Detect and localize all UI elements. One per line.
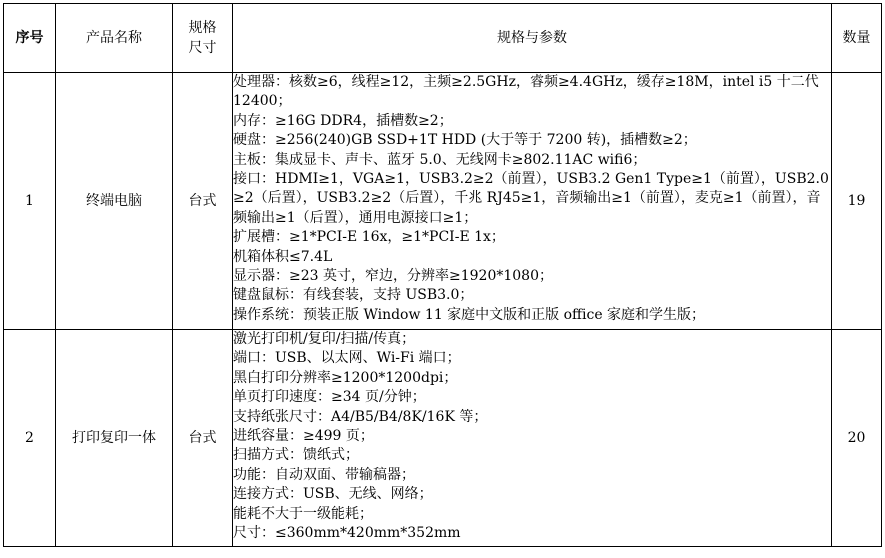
row-params: [233, 330, 832, 547]
row-index: 1: [4, 73, 56, 330]
row-qty: 20: [832, 330, 882, 547]
table-row: [4, 73, 882, 330]
row-product-name: 打印复印一体: [56, 330, 173, 547]
param-line: 功能：自动双面、带输稿器；: [233, 466, 415, 483]
param-line: 黑白打印分辨率≥1200*1200dpi；: [233, 369, 458, 386]
spec-table: [3, 3, 882, 547]
row-unit: 台式: [173, 330, 233, 547]
param-line: 机箱体积≤7.4L: [233, 248, 333, 265]
param-line: 扫描方式：馈纸式；: [233, 447, 359, 464]
param-line: 激光打印机/复印/扫描/传真；: [233, 331, 416, 347]
row-product-name: 终端电脑: [56, 73, 173, 330]
header-product-name: 产品名称: [56, 4, 173, 73]
header-params: 规格与参数: [233, 4, 832, 73]
param-line: 接口：HDMI≥1，VGA≥1，USB3.2≥2（前置），USB3.2 Gen1 Type≥1（前置），USB2.0≥2（后置），USB3.2≥2（后置），千兆 RJ45≥1，音频输出≥1（前置），麦克≥1（前置），音频输出≥1（后置），通用电源接口≥1；: [233, 171, 829, 226]
table-row: [4, 330, 882, 547]
header-unit: 规格尺寸: [173, 4, 233, 73]
param-line: 显示器：≥23 英寸，窄边，分辨率≥1920*1080；: [233, 268, 553, 285]
param-line: 尺寸：≤360mm*420mm*352mm: [233, 525, 461, 542]
param-line: 主板：集成显卡、声卡、蓝牙 5.0、无线网卡≥802.11AC wifi6；: [233, 151, 647, 168]
param-line: 支持纸张尺寸：A4/B5/B4/8K/16K 等；: [233, 408, 488, 425]
param-line: 内存：≥16G DDR4，插槽数≥2；: [233, 112, 453, 129]
param-line: 单页打印速度：≥34 页/分钟；: [233, 389, 426, 406]
row-index: 2: [4, 330, 56, 547]
row-params: [233, 73, 832, 330]
header-row: [4, 4, 882, 73]
row-unit: 台式: [173, 73, 233, 330]
param-line: 操作系统：预装正版 Window 11 家庭中文版和正版 office 家庭和学生版；: [233, 306, 706, 323]
header-index: 序号: [4, 4, 56, 73]
param-line: 扩展槽：≥1*PCI-E 16x，≥1*PCI-E 1x；: [233, 229, 505, 246]
param-line: 能耗不大于一级能耗；: [233, 505, 373, 522]
param-line: 处理器：核数≥6，线程≥12，主频≥2.5GHz，睿频≥4.4GHz，缓存≥18M，intel i5 十二代 12400；: [233, 74, 819, 110]
param-line: 连接方式：USB、无线、网络；: [233, 486, 433, 503]
param-line: 端口：USB、以太网、Wi-Fi 端口；: [233, 350, 461, 367]
header-qty: 数量: [832, 4, 882, 73]
param-line: 硬盘：≥256(240)GB SSD+1T HDD (大于等于 7200 转)，插槽数≥2；: [233, 132, 697, 149]
param-line: 键盘鼠标：有线套装，支持 USB3.0；: [233, 287, 474, 304]
row-qty: 19: [832, 73, 882, 330]
param-line: 进纸容量：≥499 页；: [233, 428, 374, 445]
